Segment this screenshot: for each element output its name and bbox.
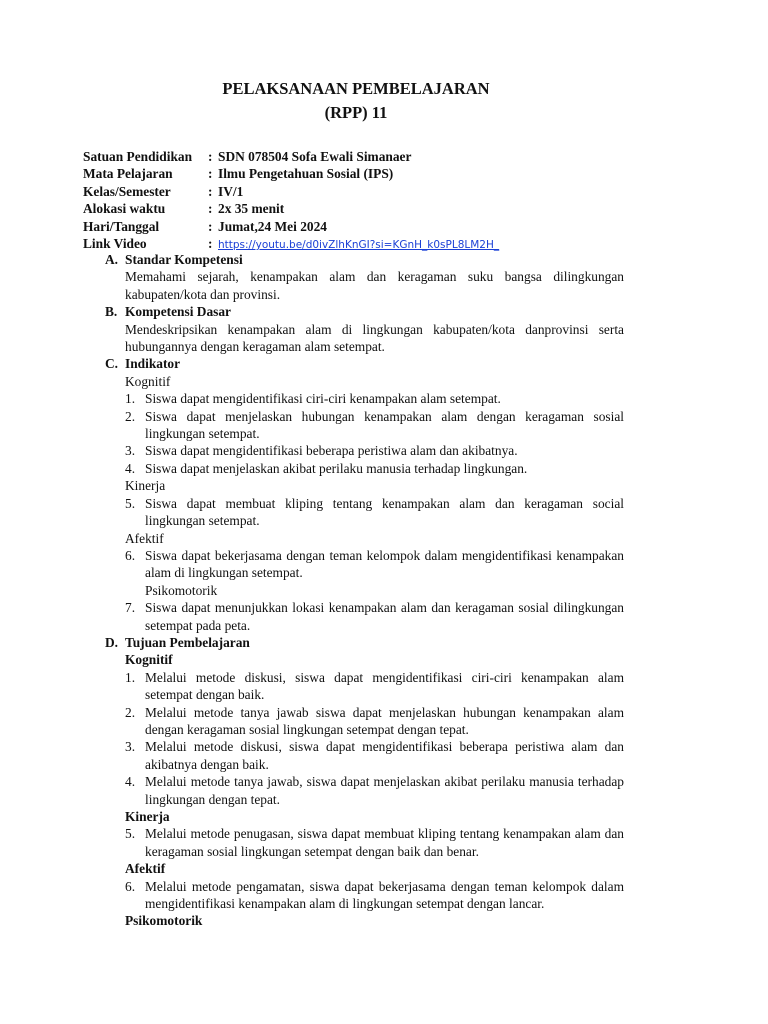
- identity-label: Mata Pelajaran: [83, 166, 173, 182]
- section-heading: Standar Kompetensi: [125, 252, 243, 267]
- list-item: [125, 408, 624, 443]
- section-letter: D.: [105, 634, 119, 650]
- document-title: PELAKSANAAN PEMBELAJARAN: [222, 79, 490, 98]
- identity-colon: :: [208, 201, 213, 217]
- list-item: [125, 669, 624, 704]
- section-letter: B.: [105, 304, 118, 320]
- item-number: 5.: [125, 826, 136, 842]
- list-item: [125, 878, 624, 913]
- item-number: 5.: [125, 495, 136, 511]
- list-item: [125, 547, 624, 582]
- identity-table: [83, 148, 499, 252]
- identity-value: 2x 35 menit: [218, 201, 285, 217]
- item-number: 3.: [125, 443, 136, 459]
- identity-colon: :: [208, 218, 213, 234]
- item-text: Siswa dapat menjelaskan hubungan kenampakan alam dengan keragaman sosial lingkungan setempat.: [145, 408, 624, 442]
- subheading-afektif: Afektif: [125, 861, 166, 877]
- item-number: 1.: [125, 669, 136, 685]
- item-text: Melalui metode penugasan, siswa dapat membuat kliping tentang kenampakan alam dan keragaman sosial lingkungan setempat dengan baik dan benar.: [145, 826, 624, 859]
- section-tujuan-pembelajaran: [105, 634, 624, 930]
- item-text: Siswa dapat menunjukkan lokasi kenampakan alam dan keragaman sosial dilingkungan setempat pada peta.: [145, 600, 624, 633]
- identity-colon: :: [208, 149, 213, 164]
- list-item: [125, 704, 624, 739]
- identity-label: Satuan Pendidikan: [83, 149, 193, 164]
- subheading-kinerja: Kinerja: [125, 809, 170, 824]
- identity-row-alokasi: [83, 200, 499, 217]
- identity-row-kelas: [83, 183, 499, 200]
- item-number: 1.: [125, 391, 136, 407]
- identity-label: Link Video: [83, 235, 147, 251]
- list-item: [125, 773, 624, 808]
- section-paragraph: Mendeskripsikan kenampakan alam di lingkungan kabupaten/kota danprovinsi serta hubungannya dengan keragaman alam setempat.: [125, 321, 624, 355]
- item-number: 7.: [125, 600, 136, 616]
- item-number: 6.: [125, 547, 136, 563]
- identity-value: IV/1: [218, 183, 244, 199]
- document-body: [105, 251, 624, 930]
- item-number: 2.: [125, 408, 136, 424]
- section-paragraph: Memahami sejarah, kenampakan alam dan keragaman suku bangsa dilingkungan kabupaten/kota dan provinsi.: [125, 269, 624, 302]
- list-item: [125, 825, 624, 860]
- section-heading: Kompetensi Dasar: [125, 304, 232, 320]
- item-text: Melalui metode diskusi, siswa dapat mengidentifikasi ciri-ciri kenampakan alam setempat dengan baik.: [145, 669, 624, 703]
- item-text: Siswa dapat mengidentifikasi beberapa peristiwa alam dan akibatnya.: [145, 443, 518, 459]
- subheading-kognitif: Kognitif: [125, 652, 173, 668]
- identity-row-video: [83, 235, 499, 252]
- item-number: 4.: [125, 774, 136, 790]
- identity-row-mapel: [83, 165, 499, 182]
- subheading-psikomotorik: Psikomotorik: [125, 913, 203, 929]
- identity-value: SDN 078504 Sofa Ewali Simanaer: [218, 149, 412, 164]
- subheading-afektif: Afektif: [125, 530, 164, 546]
- item-text: Melalui metode pengamatan, siswa dapat bekerjasama dengan teman kelompok dalam mengidentifikasi kenampakan alam di lingkungan setempat dengan lancar.: [145, 878, 624, 912]
- item-number: 4.: [125, 460, 136, 476]
- list-item: [125, 738, 624, 773]
- identity-colon: :: [208, 166, 213, 182]
- item-text: Melalui metode tanya jawab, siswa dapat menjelaskan akibat perilaku manusia terhadap lingkungan dengan tepat.: [145, 774, 624, 807]
- identity-label: Alokasi waktu: [83, 201, 166, 217]
- identity-value: Jumat,24 Mei 2024: [218, 218, 327, 234]
- item-text: Siswa dapat bekerjasama dengan teman kelompok dalam mengidentifikasi kenampakan alam di lingkungan setempat.: [145, 547, 624, 581]
- item-text: Siswa dapat mengidentifikasi ciri-ciri kenampakan alam setempat.: [145, 391, 501, 407]
- section-standar-kompetensi: [105, 251, 624, 303]
- identity-label: Kelas/Semester: [83, 183, 171, 199]
- subheading-psikomotorik: Psikomotorik: [145, 582, 218, 598]
- item-number: 3.: [125, 739, 136, 755]
- list-item: [125, 599, 624, 634]
- section-letter: C.: [105, 356, 119, 372]
- section-heading: Tujuan Pembelajaran: [125, 634, 250, 650]
- video-link[interactable]: https://youtu.be/d0ivZlhKnGI?si=KGnH_k0sPL8LM2H_: [218, 238, 500, 251]
- identity-row-tanggal: [83, 218, 499, 235]
- item-number: 2.: [125, 704, 136, 720]
- subheading-kinerja: Kinerja: [125, 478, 166, 494]
- item-text: Melalui metode tanya jawab siswa dapat menjelaskan hubungan kenampakan alam dengan keragaman sosial lingkungan setempat dengan tepat.: [145, 704, 624, 737]
- list-item: [125, 495, 624, 530]
- item-text: Melalui metode diskusi, siswa dapat mengidentifikasi beberapa peristiwa alam dan akibatnya dengan baik.: [145, 739, 624, 772]
- list-item: [125, 460, 624, 477]
- identity-label: Hari/Tanggal: [83, 218, 160, 234]
- identity-colon: :: [208, 183, 213, 199]
- item-text: Siswa dapat menjelaskan akibat perilaku manusia terhadap lingkungan.: [145, 460, 528, 476]
- item-number: 6.: [125, 878, 136, 894]
- subheading-kognitif: Kognitif: [125, 373, 171, 389]
- identity-row-satuan: [83, 148, 499, 165]
- section-indikator: [105, 355, 624, 634]
- list-item: [125, 442, 624, 459]
- identity-colon: :: [208, 235, 213, 251]
- section-kompetensi-dasar: [105, 303, 624, 355]
- document-subtitle: (RPP) 11: [324, 103, 388, 122]
- section-letter: A.: [105, 252, 119, 267]
- list-item: [125, 390, 624, 407]
- item-text: Siswa dapat membuat kliping tentang kenampakan alam dan keragaman social lingkungan setempat.: [145, 495, 624, 529]
- section-heading: Indikator: [125, 356, 181, 372]
- identity-value: Ilmu Pengetahuan Sosial (IPS): [218, 166, 394, 182]
